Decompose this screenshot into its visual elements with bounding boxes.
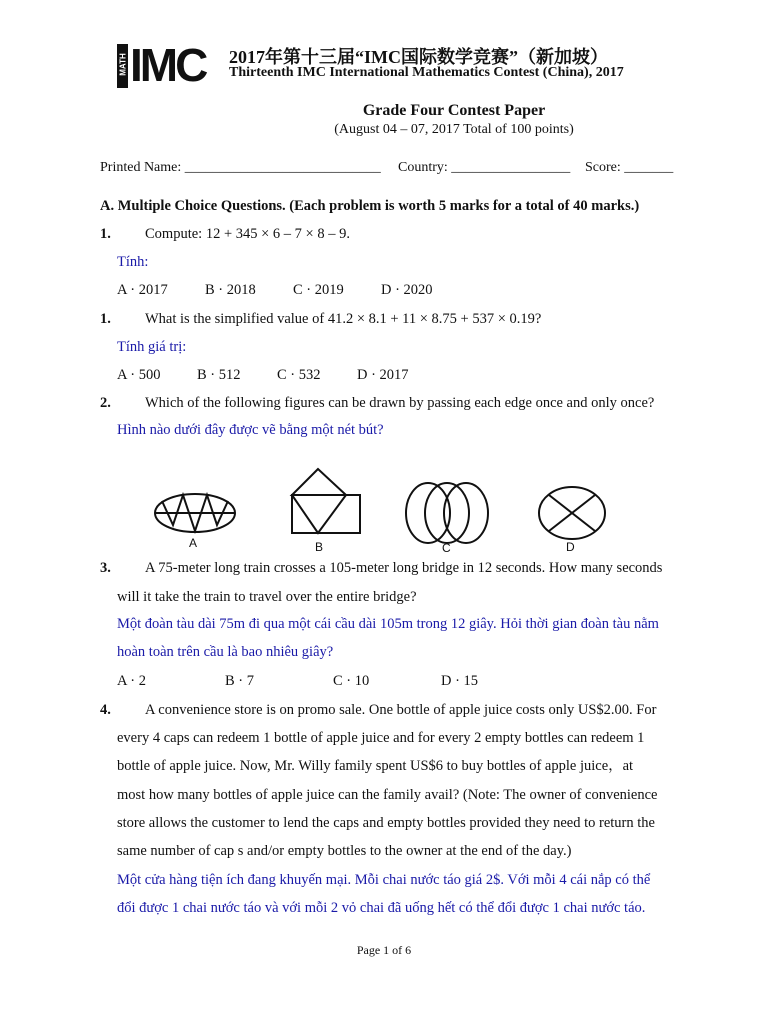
figure-label-d: D [566,540,575,554]
question-text: bottle of apple juice. Now, Mr. Willy family spent US$6 to buy bottles of apple juice，at [117,758,634,774]
logo-side-text: MATH [118,53,128,76]
question-translation: đổi được 1 chai nước táo và với mỗi 2 vỏ chai đã uống hết có thể đổi được 1 chai nước táo. [117,900,646,916]
question-number: 1. [100,226,111,242]
section-a-heading: A. Multiple Choice Questions. (Each problem is worth 5 marks for a total of 40 marks.) [100,198,640,214]
figure-label-c: C [442,541,451,555]
question-text: Compute: 12 + 345 × 6 – 7 × 8 – 9. [145,226,350,242]
answer-option: B · 512 [197,367,241,383]
answer-option: A · 2 [117,673,146,689]
question-number: 4. [100,702,111,718]
question-text: A convenience store is on promo sale. One bottle of apple juice costs only US$2.00. For [145,702,657,718]
figure-c [406,483,488,543]
question-text: A 75-meter long train crosses a 105-meter long bridge in 12 seconds. How many seconds [145,560,663,576]
logo-main-text: IMC [130,39,206,91]
imc-logo [117,39,207,91]
answer-option: C · 10 [333,673,370,689]
answer-option: A · 2017 [117,282,168,298]
question-text: every 4 caps can redeem 1 bottle of apple juice and for every 2 empty bottles can redeem 1 [117,730,645,746]
question-translation: Hình nào dưới đây được vẽ bằng một nét bút? [117,422,384,438]
question-translation: Tính: [117,254,149,270]
question-text: Which of the following figures can be drawn by passing each edge once and only once? [145,395,655,411]
answer-option: B · 2018 [205,282,256,298]
answer-option: D · 2020 [381,282,433,298]
figure-label-b: B [315,540,324,554]
figure-label-a: A [189,536,198,550]
question-translation: Một đoàn tàu dài 75m đi qua một cái cầu dài 105m trong 12 giây. Hỏi thời gian đoàn tàu nằm [117,616,659,632]
figure-b [292,469,360,533]
figure-d [539,487,605,539]
question-translation: hoàn toàn trên cầu là bao nhiêu giây? [117,644,334,660]
answer-option: D · 2017 [357,367,409,383]
question-text: will it take the train to travel over the entire bridge? [117,589,417,605]
question-translation: Một cửa hàng tiện ích đang khuyến mại. Mỗi chai nước táo giá 2$. Với mỗi 4 cái nắp có thể [117,872,651,888]
answer-option: B · 7 [225,673,254,689]
question-translation: Tính giá trị: [117,339,187,355]
figure-a [155,494,235,532]
answer-option: A · 500 [117,367,161,383]
question-number: 3. [100,560,111,576]
question-number: 2. [100,395,111,411]
header-title-en: Thirteenth IMC International Mathematics Contest (China), 2017 [229,65,624,80]
printed-name-field: Printed Name: ____________________________ [100,160,381,175]
answer-option: C · 2019 [293,282,344,298]
question-number: 1. [100,311,111,327]
question-text: What is the simplified value of 41.2 × 8.1 + 11 × 8.75 + 537 × 0.19? [145,311,542,327]
question-text: store allows the customer to lend the caps and empty bottles provided they need to return the [117,815,655,831]
question-text: most how many bottles of apple juice can the family avail? (Note: The owner of convenience [117,787,658,803]
figures-diagram [140,465,620,560]
header-title-cn: 2017年第十三届“IMC国际数学竞赛”（新加坡） [229,47,608,67]
answer-option: C · 532 [277,367,321,383]
paper-subtitle: (August 04 – 07, 2017 Total of 100 points) [334,122,574,137]
country-field: Country: _________________ [398,160,571,175]
paper-title: Grade Four Contest Paper [362,102,546,119]
score-field: Score: _______ [585,160,674,175]
page-number: Page 1 of 6 [356,943,412,957]
question-text: same number of cap s and/or empty bottles to the owner at the end of the day.) [117,843,572,859]
answer-option: D · 15 [441,673,479,689]
